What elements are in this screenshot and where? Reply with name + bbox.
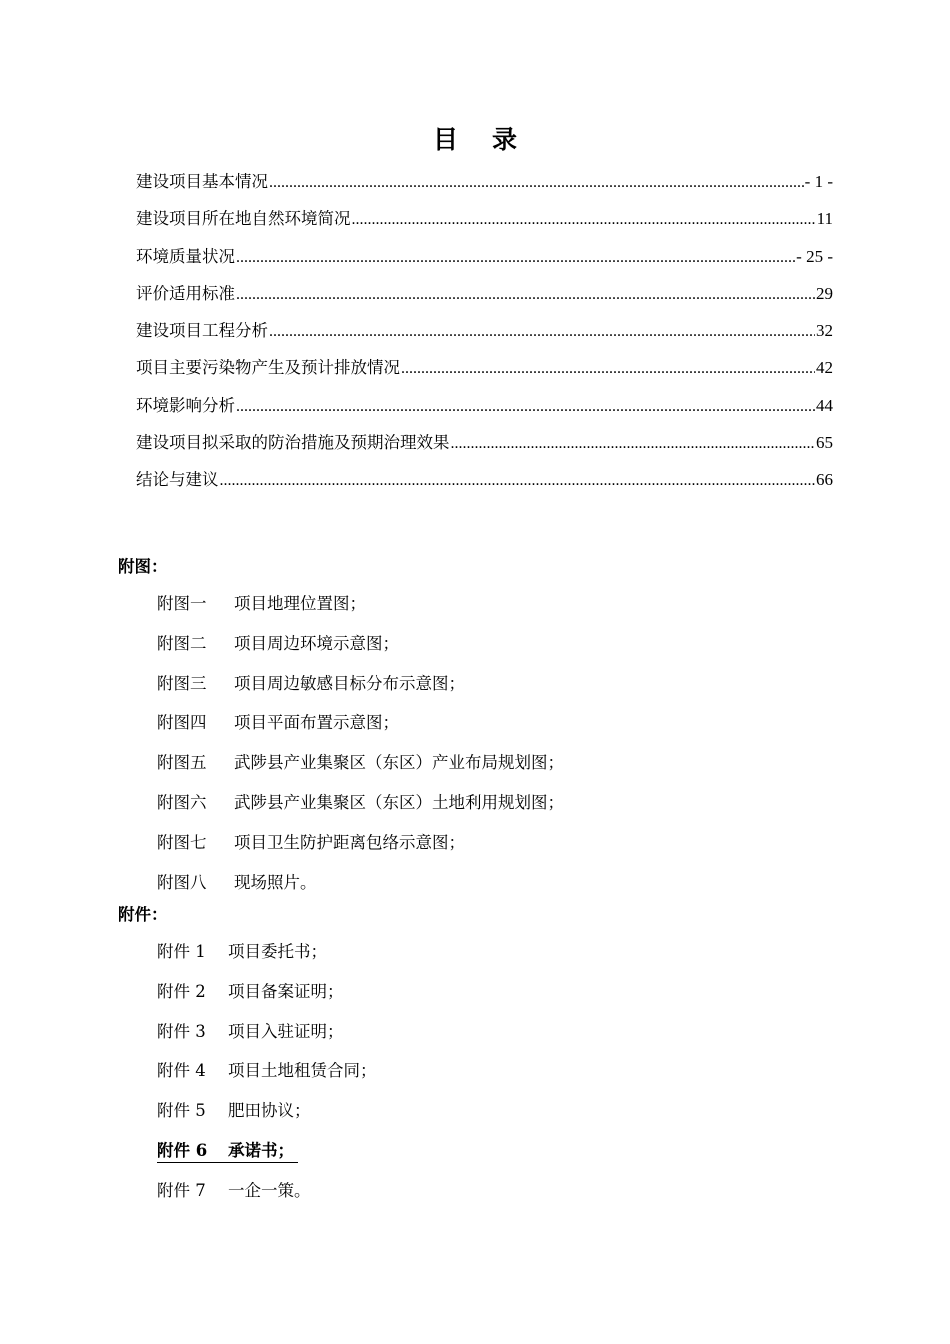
figure-key: 附图三 [157, 673, 207, 693]
title-char-2: 录 [492, 125, 518, 154]
attachment-item [157, 1057, 377, 1097]
attachment-text: 肥田协议； [228, 1101, 311, 1121]
toc-entry[interactable] [136, 280, 833, 317]
attachment-key: 附件 1 [157, 942, 206, 961]
page-title [0, 120, 950, 156]
attachment-text: 项目土地租赁合同； [228, 1061, 377, 1081]
attachments-list [157, 938, 377, 1217]
toc-entry-page: 42 [816, 358, 833, 378]
figure-item [157, 829, 564, 869]
figure-key: 附图四 [157, 713, 207, 733]
toc-entry-page: 29 [816, 283, 833, 303]
attachment-key: 附件 3 [157, 1021, 206, 1041]
attachment-key: 附件 2 [157, 981, 206, 1001]
figure-text: 项目周边环境示意图； [234, 633, 399, 653]
figure-text: 现场照片。 [234, 872, 317, 892]
toc-entry-label: 项目主要污染物产生及预计排放情况 [136, 358, 400, 378]
figure-item [157, 789, 564, 829]
figure-item [157, 749, 564, 789]
figure-key: 附图八 [157, 872, 207, 892]
figure-text: 项目平面布置示意图； [234, 713, 399, 733]
attachment-text: 一企一策。 [228, 1180, 311, 1200]
toc-entry-page: - 25 - [796, 246, 833, 266]
toc-entry-page: 66 [816, 470, 833, 490]
attachment-item [157, 1097, 377, 1137]
toc-leader-dots [236, 249, 795, 267]
toc-entry[interactable] [136, 243, 833, 280]
toc-leader-dots [352, 211, 816, 229]
attachment-item [157, 938, 377, 978]
toc-leader-dots [236, 286, 815, 304]
attachment-text: 项目委托书； [228, 942, 327, 961]
figure-item [157, 670, 564, 710]
toc-leader-dots [236, 398, 815, 416]
figure-key: 附图一 [157, 594, 207, 613]
figures-list [157, 590, 564, 908]
toc-entry-page: 44 [816, 395, 833, 415]
table-of-contents [136, 168, 833, 504]
attachment-key: 附件 7 [157, 1180, 206, 1200]
figure-item [157, 630, 564, 670]
figure-text: 项目地理位置图； [234, 594, 366, 613]
attachment-item [157, 1177, 377, 1217]
toc-entry[interactable] [136, 354, 833, 391]
toc-entry-label: 建设项目所在地自然环境简况 [136, 209, 351, 229]
toc-entry-label: 建设项目基本情况 [136, 172, 268, 191]
toc-entry-label: 环境质量状况 [136, 246, 235, 266]
attachment-key: 附件 4 [157, 1061, 206, 1081]
attachments-heading: 附件： [118, 905, 168, 924]
toc-entry-label: 建设项目拟采取的防治措施及预期治理效果 [136, 433, 450, 453]
toc-entry[interactable] [136, 392, 833, 429]
toc-entry[interactable] [136, 168, 833, 205]
figure-text: 项目周边敏感目标分布示意图； [234, 673, 465, 693]
toc-leader-dots [269, 174, 804, 192]
figure-text: 武陟县产业集聚区（东区）土地利用规划图； [234, 792, 564, 812]
toc-entry-page: 11 [816, 209, 833, 229]
attachment-item [157, 978, 377, 1018]
attachment-item [157, 1018, 377, 1058]
toc-leader-dots [451, 435, 816, 453]
figure-text: 项目卫生防护距离包络示意图； [234, 832, 465, 852]
figures-heading: 附图： [118, 557, 168, 576]
toc-leader-dots [220, 472, 816, 490]
toc-entry[interactable] [136, 466, 833, 503]
attachment-key: 附件 6 [157, 1140, 208, 1160]
toc-leader-dots [401, 360, 815, 378]
attachment-item-highlighted [157, 1137, 377, 1177]
figure-key: 附图五 [157, 753, 207, 773]
toc-entry-label: 结论与建议 [136, 470, 219, 490]
toc-entry-label: 评价适用标准 [136, 283, 235, 303]
toc-entry[interactable] [136, 205, 833, 242]
figure-key: 附图六 [157, 792, 207, 812]
figure-item [157, 590, 564, 630]
toc-entry-page: 32 [816, 321, 833, 341]
toc-entry-page: 65 [816, 433, 833, 453]
figure-key: 附图七 [157, 832, 207, 852]
toc-entry[interactable] [136, 429, 833, 466]
toc-entry-label: 建设项目工程分析 [136, 321, 268, 341]
toc-entry-page: - 1 - [804, 172, 833, 191]
figure-item [157, 869, 564, 909]
toc-entry[interactable] [136, 317, 833, 354]
figure-key: 附图二 [157, 633, 207, 653]
title-char-1: 目 [432, 125, 458, 154]
attachment-key: 附件 5 [157, 1101, 206, 1121]
figure-item [157, 709, 564, 749]
toc-leader-dots [269, 323, 815, 341]
attachment-text: 项目入驻证明； [228, 1021, 344, 1041]
attachment-text: 项目备案证明； [228, 981, 344, 1001]
attachment-text: 承诺书； [228, 1140, 294, 1160]
toc-entry-label: 环境影响分析 [136, 395, 235, 415]
figure-text: 武陟县产业集聚区（东区）产业布局规划图； [234, 753, 564, 773]
